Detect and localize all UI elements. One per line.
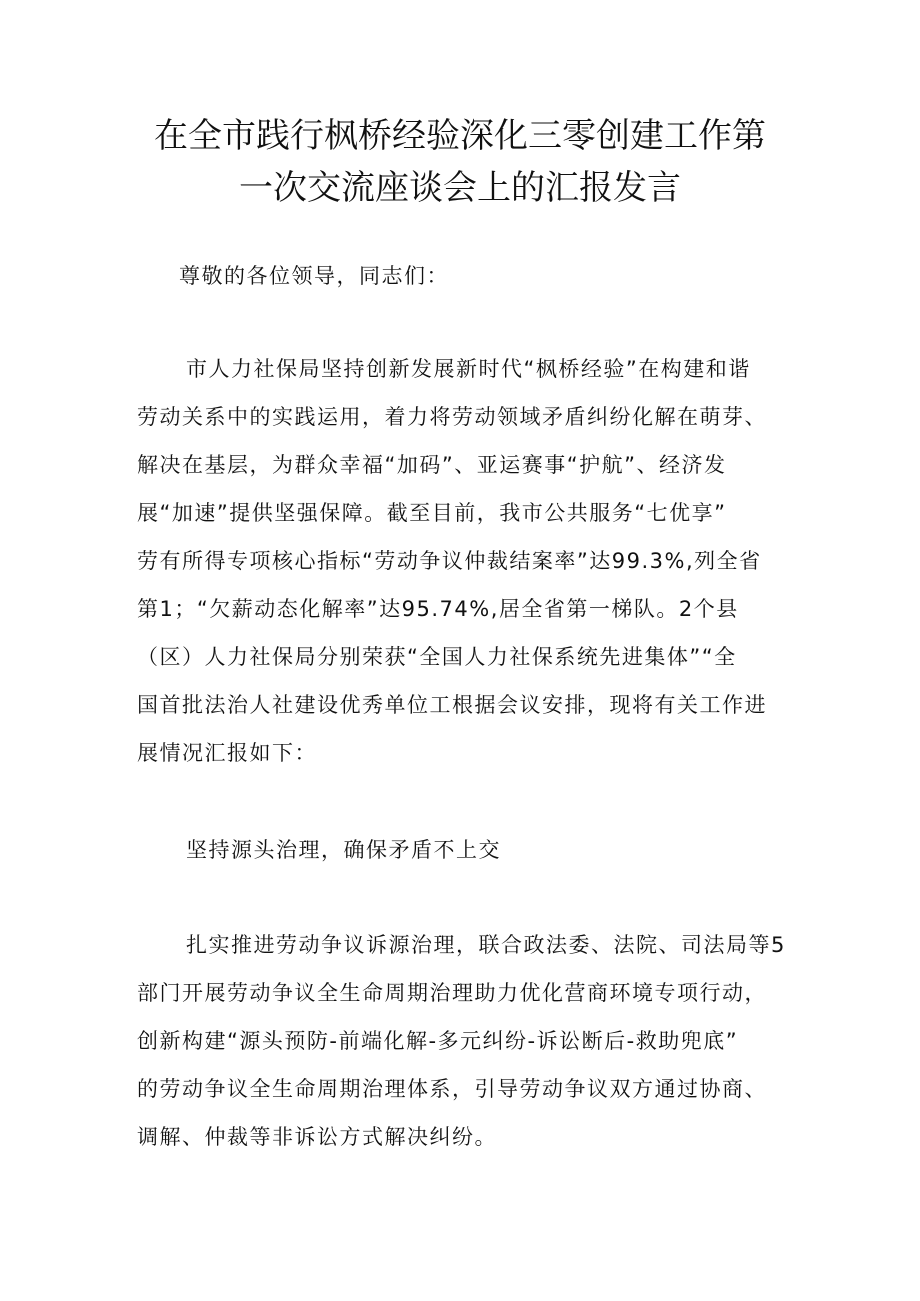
paragraph-1	[137, 345, 797, 777]
section-heading-1-text: 坚持源头治理，确保矛盾不上交	[186, 838, 501, 862]
document-title-line-2: 一次交流座谈会上的汇报发言	[239, 168, 681, 208]
paragraph-1-line: （区）人力社保局分别荣获“全国人力社保系统先进集体”“全	[137, 645, 737, 669]
paragraph-1-line: 展“加速”提供坚强保障。截至目前，我市公共服务“七优享”	[137, 501, 727, 525]
greeting-text: 尊敬的各位领导，同志们：	[179, 264, 449, 288]
paragraph-1-line: 市人力社保局坚持创新发展新时代“枫桥经验”在构建和谐	[186, 357, 751, 381]
document-title-line-1: 在全市践行枫桥经验深化三零创建工作第	[154, 116, 766, 156]
paragraph-1-line: 解决在基层，为群众幸福“加码”、亚运赛事“护航”、经济发	[137, 453, 727, 477]
paragraph-1-line: 劳动关系中的实践运用，着力将劳动领域矛盾纠纷化解在萌芽、	[137, 405, 767, 429]
paragraph-2-line: 创新构建“源头预防-前端化解-多元纠纷-诉讼断后-救助兜底”	[137, 1029, 739, 1053]
greeting	[137, 252, 797, 300]
paragraph-2	[137, 921, 797, 1161]
paragraph-2-line: 调解、仲裁等非诉讼方式解决纠纷。	[137, 1125, 497, 1149]
paragraph-1-line: 劳有所得专项核心指标“劳动争议仲裁结案率”达99.3%,列全省	[137, 549, 762, 573]
paragraph-1-line: 展情况汇报如下：	[137, 741, 317, 765]
paragraph-1-line: 第1；“欠薪动态化解率”达95.74%,居全省第一梯队。2个县	[137, 597, 739, 621]
paragraph-1-line: 国首批法治人社建设优秀单位工根据会议安排，现将有关工作进	[137, 693, 767, 717]
paragraph-2-line: 部门开展劳动争议全生命周期治理助力优化营商环境专项行动，	[137, 981, 767, 1005]
paragraph-2-line: 的劳动争议全生命周期治理体系，引导劳动争议双方通过协商、	[137, 1077, 767, 1101]
section-heading-1	[137, 826, 797, 874]
paragraph-2-line: 扎实推进劳动争议诉源治理，联合政法委、法院、司法局等5	[186, 933, 786, 957]
